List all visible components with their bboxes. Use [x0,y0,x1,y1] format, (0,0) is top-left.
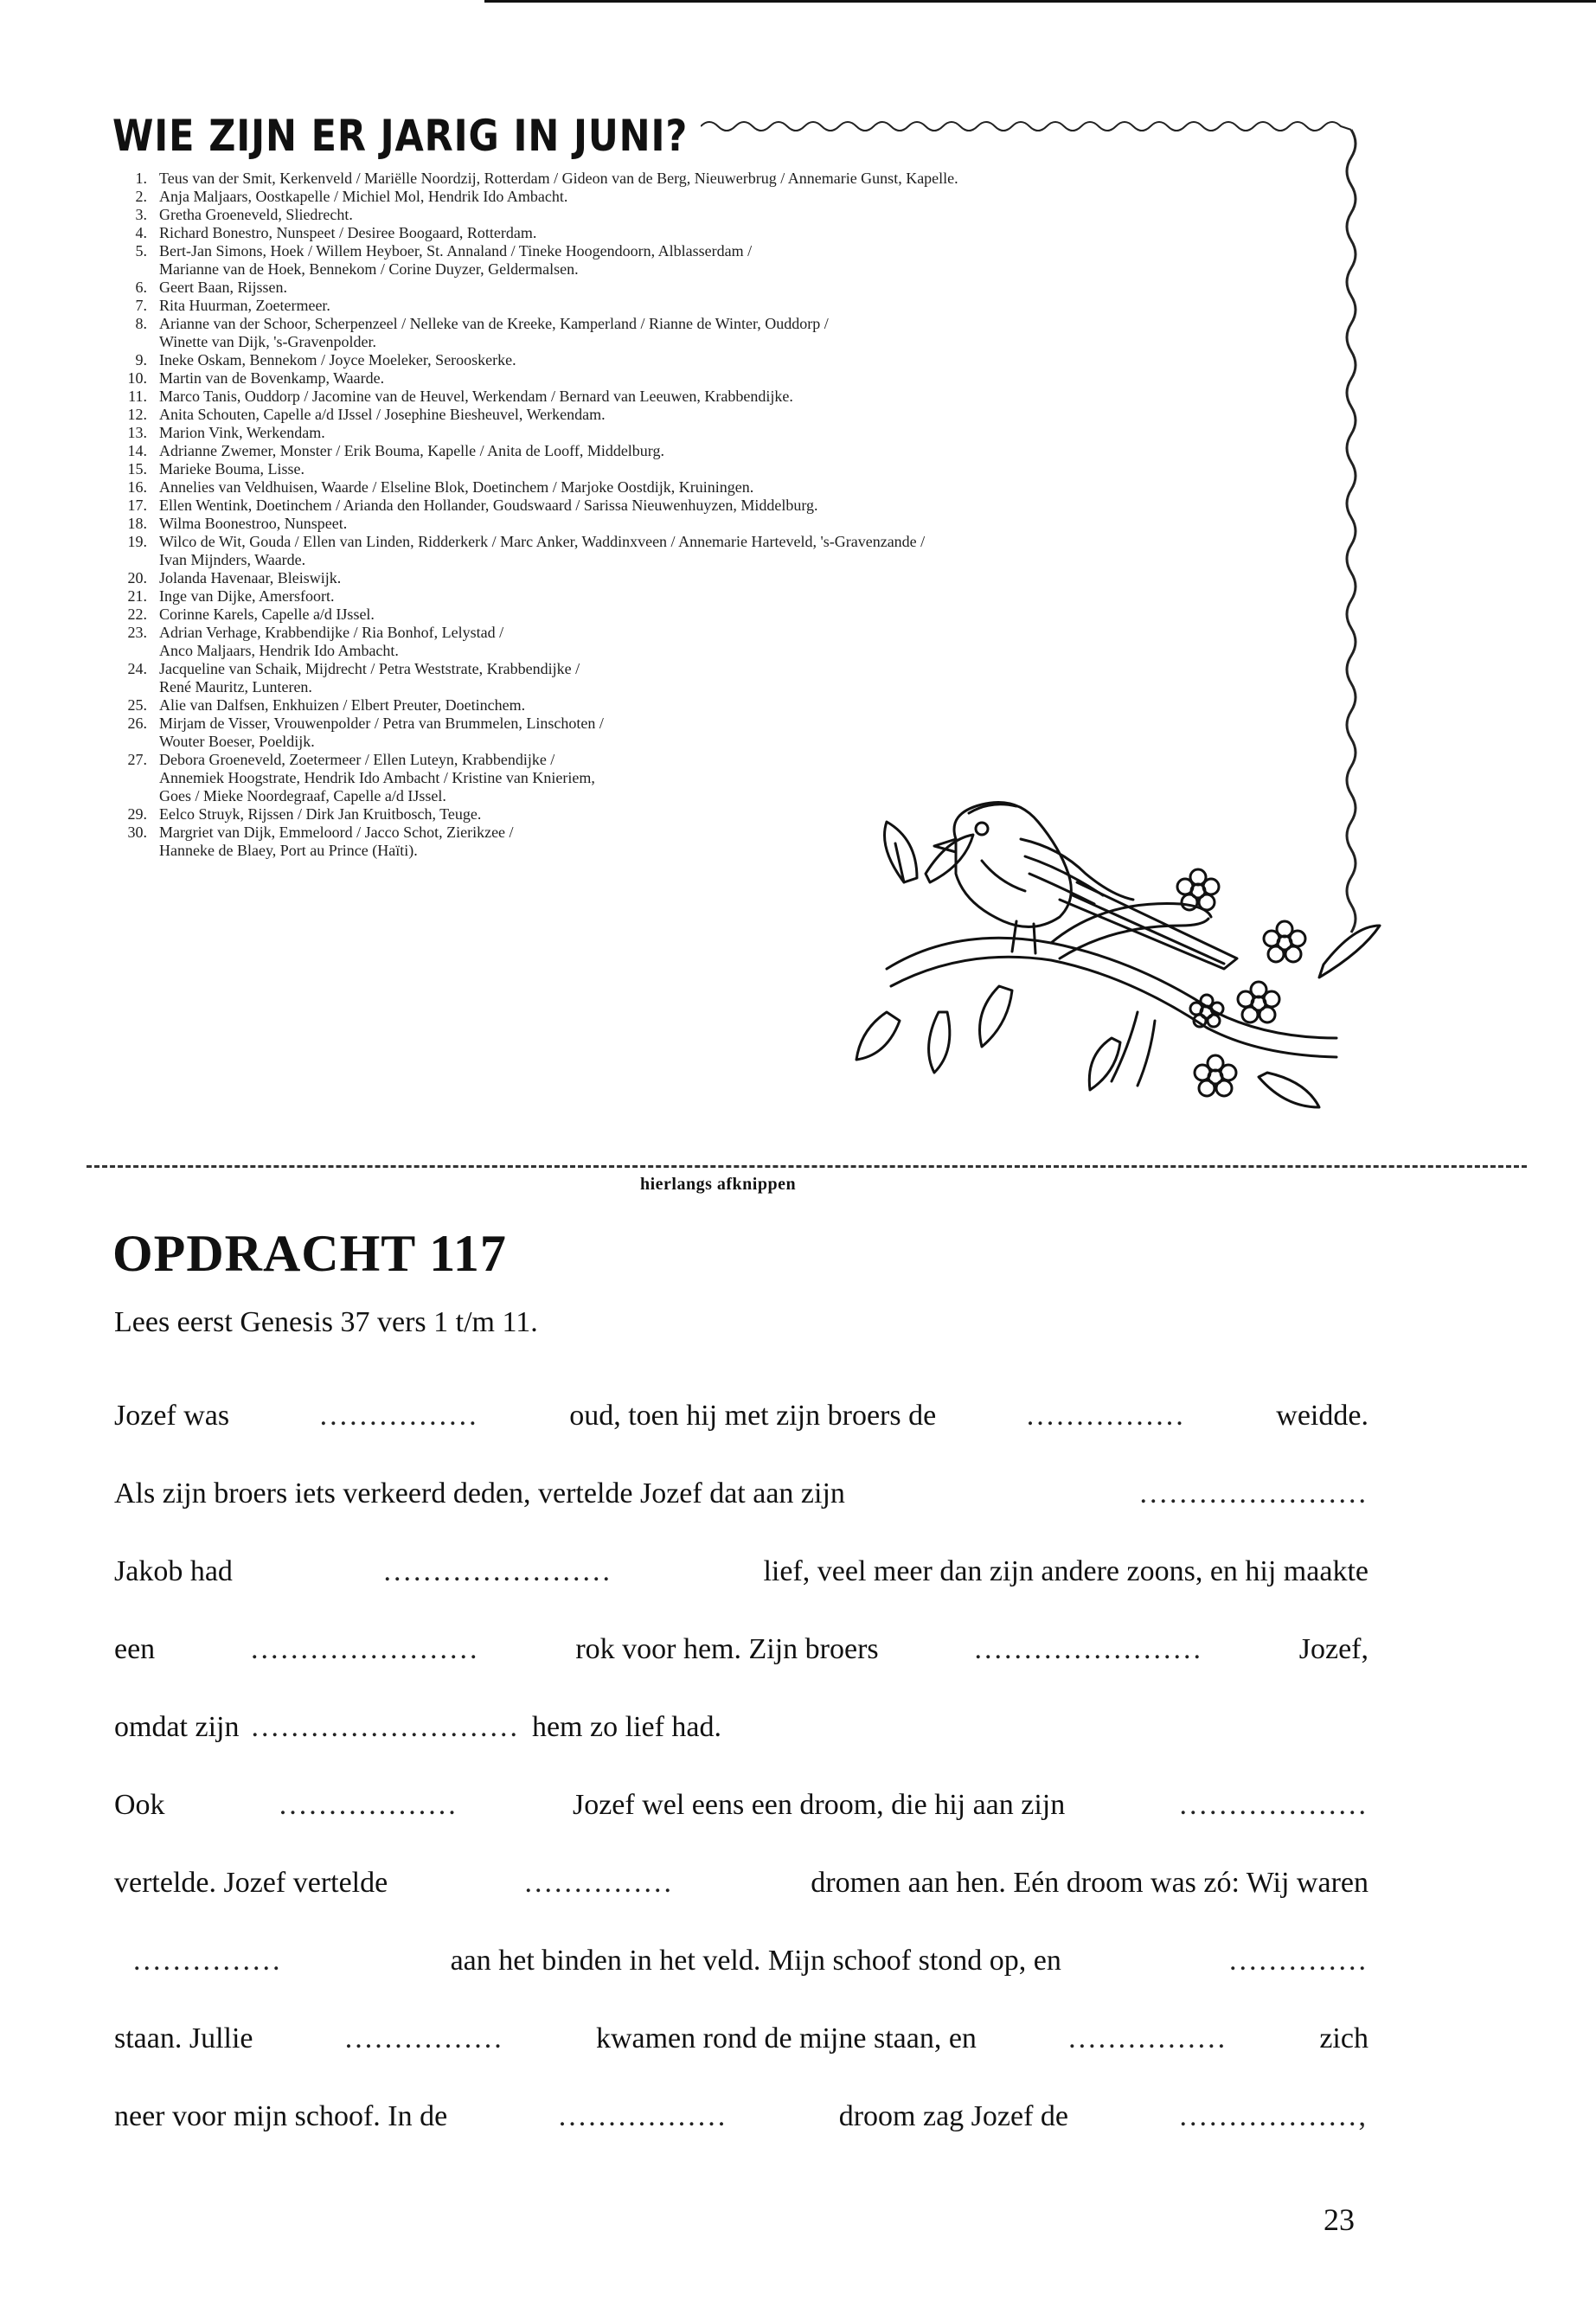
page-number: 23 [1324,2202,1355,2237]
list-item: 24. Jacqueline van Schaik, Mijdrecht / Petra Weststrate, Krabbendijke / René Mauritz, Lunteren. [127,660,580,695]
list-item: 14. Adrianne Zwemer, Monster / Erik Bouma, Kapelle / Anita de Looff, Middelburg. [127,442,664,459]
list-item: 26. Mirjam de Visser, Vrouwenpolder / Petra van Brummelen, Linschoten / Wouter Boeser, Poeldijk. [127,715,604,750]
assignment-title: OPDRACHT 117 [112,1225,507,1282]
answer-blank[interactable]: ............... [133,1945,283,1977]
list-item: 23. Adrian Verhage, Krabbendijke / Ria Bonhof, Lelystad / Anco Maljaars, Hendrik Ido Ambacht. [127,624,504,659]
list-item: 18. Wilma Boonestroo, Nunspeet. [127,515,348,532]
list-item: 7. Rita Huurman, Zoetermeer. [135,297,330,314]
exercise-line: Als zijn broers iets verkeerd deden, vertelde Jozef dat aan zijn ....................... [114,1477,1368,1509]
answer-blank[interactable]: .............. [1228,1945,1368,1977]
exercise-line: ............... aan het binden in het veld. Mijn schoof stond op, en .............. [133,1945,1368,1977]
fill-in-exercise [114,1400,1368,2178]
list-item: 16. Annelies van Veldhuisen, Waarde / Elseline Blok, Doetinchem / Marjoke Oostdijk, Kruiningen. [127,478,754,496]
list-item: 22. Corinne Karels, Capelle a/d IJssel. [127,606,375,623]
list-item: 30. Margriet van Dijk, Emmeloord / Jacco Schot, Zierikzee / Hanneke de Blaey, Port au Prince (Haïti). [127,824,514,859]
exercise-line: omdat zijn ........................... hem zo lief had. [114,1711,721,1743]
list-item: 3. Gretha Groeneveld, Sliedrecht. [135,206,353,223]
list-item: 27. Debora Groeneveld, Zoetermeer / Ellen Luteyn, Krabbendijke / Annemiek Hoogstrate, Hendrik Ido Ambacht / Kristine van Knieriem, Goes / Mieke Noordegraaf, Capelle a/d IJssel. [127,751,595,804]
list-item: 29. Eelco Struyk, Rijssen / Dirk Jan Kruitbosch, Teuge. [127,805,482,823]
cut-line-divider [87,1165,1527,1168]
exercise-line: een ....................... rok voor hem. Zijn broers ....................... Jozef, [114,1633,1368,1665]
answer-blank[interactable]: ....................... [383,1555,612,1587]
list-item: 2. Anja Maljaars, Oostkapelle / Michiel Mol, Hendrik Ido Ambacht. [135,188,568,205]
list-item: 15. Marieke Bouma, Lisse. [127,460,304,478]
list-item: 4. Richard Bonestro, Nunspeet / Desiree Boogaard, Rotterdam. [135,224,537,241]
list-item: 1. Teus van der Smit, Kerkenveld / Mariëlle Noordzij, Rotterdam / Gideon van de Berg, Nieuwerbrug / Annemarie Gunst, Kapelle. [135,170,958,187]
exercise-line: staan. Jullie ................ kwamen rond de mijne staan, en ................ zich [114,2022,1368,2054]
answer-blank[interactable]: ................. [558,2100,728,2132]
answer-blank[interactable]: .................. [279,1789,458,1821]
list-item: 17. Ellen Wentink, Doetinchem / Arianda den Hollander, Goudswaard / Sarissa Nieuwenhuyzen, Middelburg. [127,497,818,514]
exercise-line: Ook .................. Jozef wel eens een droom, die hij aan zijn ................... [114,1789,1368,1821]
list-item: 9. Ineke Oskam, Bennekom / Joyce Moeleker, Serooskerke. [135,351,516,369]
bird-on-branch-illustration [852,753,1388,1133]
list-item: 21. Inge van Dijke, Amersfoort. [127,587,335,605]
answer-blank[interactable]: ................ [1026,1400,1186,1432]
answer-blank[interactable]: ....................... [251,1633,480,1665]
list-item: 8. Arianne van der Schoor, Scherpenzeel / Nelleke van de Kreeke, Kamperland / Rianne de Winter, Ouddorp / Winette van Dijk, 's-Gravenpolder. [135,315,829,350]
answer-blank[interactable]: ............... [524,1867,674,1899]
answer-blank[interactable]: ................ [344,2022,504,2054]
exercise-line: neer voor mijn schoof. In de ................. droom zag Jozef de .................., [114,2100,1368,2132]
list-item: 20. Jolanda Havenaar, Bleiswijk. [127,569,342,586]
list-item: 5. Bert-Jan Simons, Hoek / Willem Heyboer, St. Annaland / Tineke Hoogendoorn, Alblasserdam / Marianne van de Hoek, Bennekom / Corine Duyzer, Geldermalsen. [135,242,753,278]
answer-blank[interactable]: ........................... [251,1711,520,1743]
birthday-title: WIE ZIJN ER JARIG IN JUNI? [112,111,689,161]
exercise-line: Jakob had ....................... lief, veel meer dan zijn andere zoons, en hij maakte [114,1555,1368,1587]
list-item: 11. Marco Tanis, Ouddorp / Jacomine van de Heuvel, Werkendam / Bernard van Leeuwen, Krabbendijke. [128,388,793,405]
list-item: 6. Geert Baan, Rijssen. [135,279,287,296]
answer-blank[interactable]: ....................... [974,1633,1203,1665]
exercise-line: vertelde. Jozef vertelde ............... dromen aan hen. Eén droom was zó: Wij waren [114,1867,1368,1899]
answer-blank[interactable]: ................... [1179,1789,1368,1821]
list-item: 19. Wilco de Wit, Gouda / Ellen van Linden, Ridderkerk / Marc Anker, Waddinxveen / Annemarie Harteveld, 's-Gravenzande / Ivan Mijnders, Waarde. [127,533,926,568]
top-border-rule [484,0,1596,3]
exercise-line: Jozef was ................ oud, toen hij met zijn broers de ................ weidde. [114,1400,1368,1432]
answer-blank[interactable]: .................., [1179,2100,1368,2132]
list-item: 25. Alie van Dalfsen, Enkhuizen / Elbert Preuter, Doetinchem. [127,696,526,714]
assignment-intro: Lees eerst Genesis 37 vers 1 t/m 11. [114,1306,538,1338]
cut-line-label: hierlangs afknippen [640,1175,797,1194]
list-item: 10. Martin van de Bovenkamp, Waarde. [127,369,385,387]
answer-blank[interactable]: ................ [1068,2022,1228,2054]
answer-blank[interactable]: ....................... [1139,1477,1368,1509]
list-item: 13. Marion Vink, Werkendam. [127,424,325,441]
answer-blank[interactable]: ................ [319,1400,479,1432]
list-item: 12. Anita Schouten, Capelle a/d IJssel / Josephine Biesheuvel, Werkendam. [127,406,606,423]
